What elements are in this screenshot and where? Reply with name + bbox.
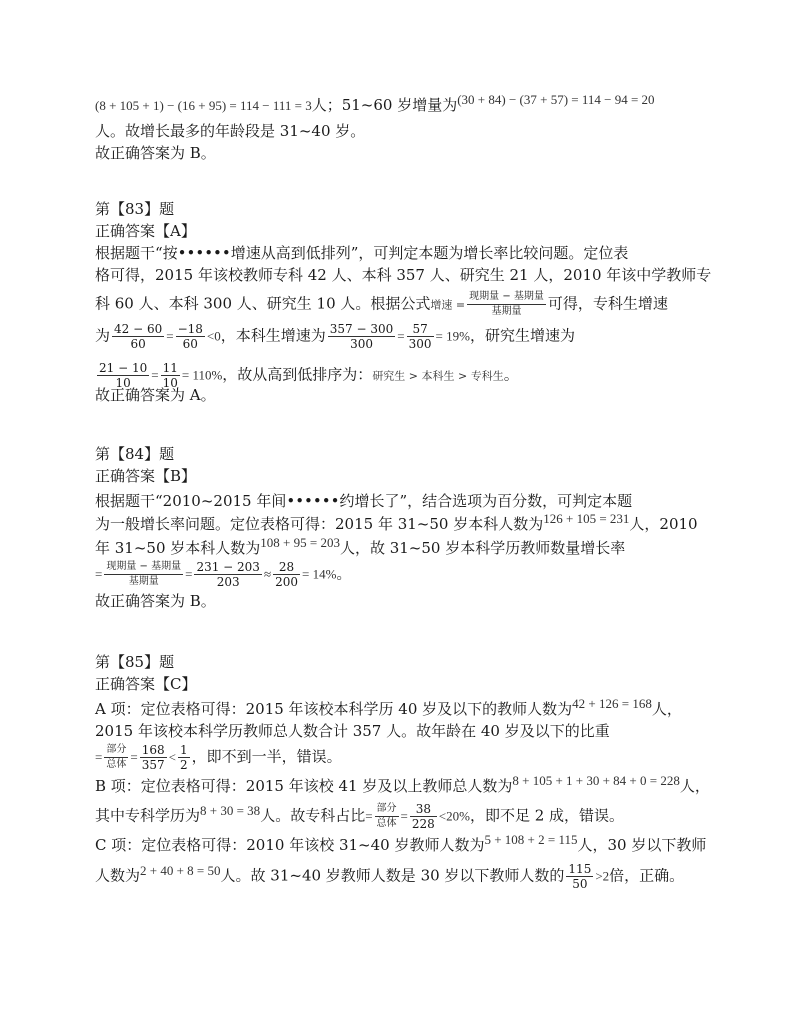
q85-text: 人数为: [95, 866, 141, 885]
q83-text: ，本科生增速为: [220, 326, 326, 345]
fraction-numerator: 42 − 60: [114, 322, 163, 336]
q85-option-c-line-1: [95, 832, 740, 856]
q83-correct-answer: 正确答案【A】: [95, 222, 196, 240]
q84-text: 人，2010: [629, 515, 698, 533]
intro-text-1: 人；51~60 岁增量为: [311, 96, 458, 114]
q84-answer: 故正确答案为 B。: [95, 592, 216, 610]
fraction-denominator: 50: [572, 877, 588, 891]
q83-order: 研究生 > 本科生 > 专科生: [372, 369, 504, 383]
q83-text: 可得，专科生增速: [547, 294, 668, 313]
q83-paragraph-line-1: 根据题干“按••••••增速从高到低排列”，可判定本题为增长率比较问题。定位表: [95, 244, 629, 262]
fraction-denominator: 228: [411, 817, 435, 831]
fraction-numerator: 115: [568, 862, 592, 876]
q84-text: 人，故 31~50 岁本科学历教师数量增长率: [339, 539, 626, 557]
q85-text: ，即不足 2 成，错误。: [469, 806, 625, 825]
fraction-numerator: 57: [407, 322, 434, 337]
fraction-denominator: 357: [141, 758, 165, 772]
q83-text: ，故从高到低排序为：: [222, 365, 373, 384]
fraction: [273, 560, 300, 589]
intro-answer: 故正确答案为 B。: [95, 144, 216, 162]
q85-a-equation: 42 + 126 = 168: [572, 696, 652, 711]
equals-sign: =: [365, 808, 373, 824]
q85-c-equation-1: 5 + 108 + 2 = 115: [484, 832, 578, 847]
q85-text: 其中专科学历为: [95, 806, 201, 825]
intro-line-2: 人。故增长最多的年龄段是 31~40 岁。: [95, 122, 366, 140]
fraction: [112, 322, 164, 351]
fraction-denominator: 203: [216, 575, 240, 589]
fraction-denominator: 60: [130, 337, 146, 351]
fraction: [407, 322, 434, 351]
q84-equation-1: 126 + 105 = 231: [543, 511, 630, 526]
fraction-numerator: 38: [410, 802, 437, 817]
q85-b-equation-1: 8 + 105 + 1 + 30 + 84 + 0 = 228: [512, 773, 680, 788]
fraction: [194, 560, 262, 589]
q85-option-b-line-1: [95, 773, 740, 797]
q83-growth-formula: [467, 290, 546, 319]
q83-paragraph-line-2: 格可得，2015 年该校教师专科 42 人、本科 357 人、研究生 21 人，2010 年该中学教师专: [95, 266, 712, 284]
q85-b-equation-2: 8 + 30 = 38: [200, 802, 261, 818]
fraction-denominator: 总体: [376, 818, 397, 829]
q84-paragraph-line-3: [95, 535, 740, 559]
fraction-denominator: 10: [162, 376, 178, 390]
fraction: [176, 322, 205, 351]
less-than-sign: <: [168, 749, 176, 765]
result: = 14%: [301, 566, 337, 582]
q84-paragraph-line-2: [95, 511, 740, 535]
result: <20%: [438, 808, 470, 824]
q84-equation-2: 108 + 95 = 203: [260, 535, 340, 550]
q84-paragraph-line-1: 根据题干“2010~2015 年间••••••约增长了”，结合选项为百分数，可判定本题: [95, 492, 633, 510]
result: = 19%: [435, 328, 470, 344]
formula-numerator: 现期量 − 基期量: [104, 560, 183, 575]
fraction-denominator: 60: [182, 337, 198, 351]
comparison: >2: [595, 868, 610, 884]
fraction-numerator: 21 − 10: [99, 361, 148, 375]
q83-formula-lhs: 增速 =: [430, 298, 466, 312]
q83-answer: 故正确答案为 A。: [95, 386, 216, 404]
q85-option-c-line-2: [95, 862, 740, 891]
q84-text: 为一般增长率问题。定位表格可得：2015 年 31~50 岁本科人数为: [95, 515, 544, 533]
fraction-numerator: 1: [179, 743, 188, 757]
q85-text: C 项：定位表格可得：2010 年该校 31~40 岁教师人数为: [95, 836, 485, 854]
formula-denominator: 基期量: [128, 576, 159, 587]
q83-text: 为: [95, 326, 111, 345]
fraction: [328, 322, 396, 351]
q85-option-a-line-3: [95, 743, 740, 772]
fraction-numerator: 231 − 203: [196, 560, 260, 574]
fraction-numerator: −18: [177, 322, 203, 336]
fraction-denominator: 300: [350, 337, 373, 351]
q85-text: 人。故专科占比: [260, 806, 366, 825]
equals-sign: =: [166, 328, 174, 344]
equals-sign: =: [400, 808, 408, 824]
equals-sign: =: [95, 749, 103, 765]
q85-text: 人，: [651, 700, 682, 718]
q85-c-equation-2: 2 + 40 + 8 = 50: [140, 862, 221, 878]
q85-title: 第【85】题: [95, 653, 175, 671]
q83-title: 第【83】题: [95, 200, 175, 218]
q85-option-b-line-2: [95, 802, 740, 831]
equals-sign: =: [95, 566, 103, 582]
q85-text: 倍，正确。: [609, 866, 685, 885]
fraction: [104, 743, 128, 772]
comparison: <0: [206, 328, 221, 344]
q83-paragraph-line-4: [95, 322, 740, 351]
q84-paragraph-line-4: [95, 560, 740, 589]
intro-equation-1: (8 + 105 + 1) − (16 + 95) = 114 − 111 = 3: [95, 98, 312, 113]
formula-numerator: 现期量 − 基期量: [467, 290, 546, 305]
q84-text: 。: [336, 564, 352, 583]
q85-text: B 项：定位表格可得：2015 年该校 41 岁及以上教师总人数为: [95, 777, 513, 795]
intro-line-1: [95, 92, 740, 116]
fraction-numerator: 部分: [104, 743, 128, 758]
q84-text: 年 31~50 岁本科人数为: [95, 539, 261, 557]
q84-title: 第【84】题: [95, 445, 175, 463]
q84-correct-answer: 正确答案【B】: [95, 467, 197, 485]
q85-text: 人，: [679, 777, 710, 795]
fraction-numerator: 28: [273, 560, 300, 575]
equals-sign: =: [185, 566, 193, 582]
approx-sign: ≈: [263, 566, 272, 582]
q85-correct-answer: 正确答案【C】: [95, 675, 197, 693]
q83-text: 。: [503, 365, 519, 384]
q85-text: A 项：定位表格可得：2015 年该校本科学历 40 岁及以下的教师人数为: [95, 700, 573, 718]
q85-option-a-line-2: 2015 年该校本科学历教师总人数合计 357 人。故年龄在 40 岁及以下的比重: [95, 722, 610, 740]
q85-text: 人。故 31~40 岁教师人数是 30 岁以下教师人数的: [220, 866, 565, 885]
fraction: [375, 802, 399, 831]
q83-paragraph-line-3: [95, 290, 740, 319]
intro-equation-2: (30 + 84) − (37 + 57) = 114 − 94 = 20: [457, 92, 655, 107]
equals-sign: =: [397, 328, 405, 344]
equals-sign: =: [151, 367, 159, 383]
fraction-denominator: 10: [115, 376, 131, 390]
q85-option-a-line-1: [95, 696, 740, 720]
fraction: [410, 802, 437, 831]
fraction-numerator: 部分: [375, 802, 399, 817]
result: = 110%: [181, 367, 223, 383]
q85-text: ，即不到一半，错误。: [191, 747, 342, 766]
fraction-numerator: 357 − 300: [329, 322, 394, 336]
fraction: [178, 743, 190, 772]
fraction: [566, 862, 593, 891]
fraction-denominator: 2: [179, 758, 188, 772]
fraction: [140, 743, 167, 772]
fraction-denominator: 200: [275, 575, 298, 589]
q83-text: ，研究生增速为: [469, 326, 575, 345]
fraction-numerator: 11: [162, 361, 178, 375]
fraction-denominator: 300: [408, 337, 432, 351]
growth-formula: [104, 560, 183, 589]
q85-text: 人，30 岁以下教师: [577, 836, 707, 854]
fraction-denominator: 总体: [106, 759, 127, 770]
q83-text: 科 60 人、本科 300 人、研究生 10 人。根据公式: [95, 294, 431, 313]
formula-denominator: 基期量: [491, 306, 522, 317]
equals-sign: =: [130, 749, 138, 765]
fraction-numerator: 168: [141, 743, 165, 757]
